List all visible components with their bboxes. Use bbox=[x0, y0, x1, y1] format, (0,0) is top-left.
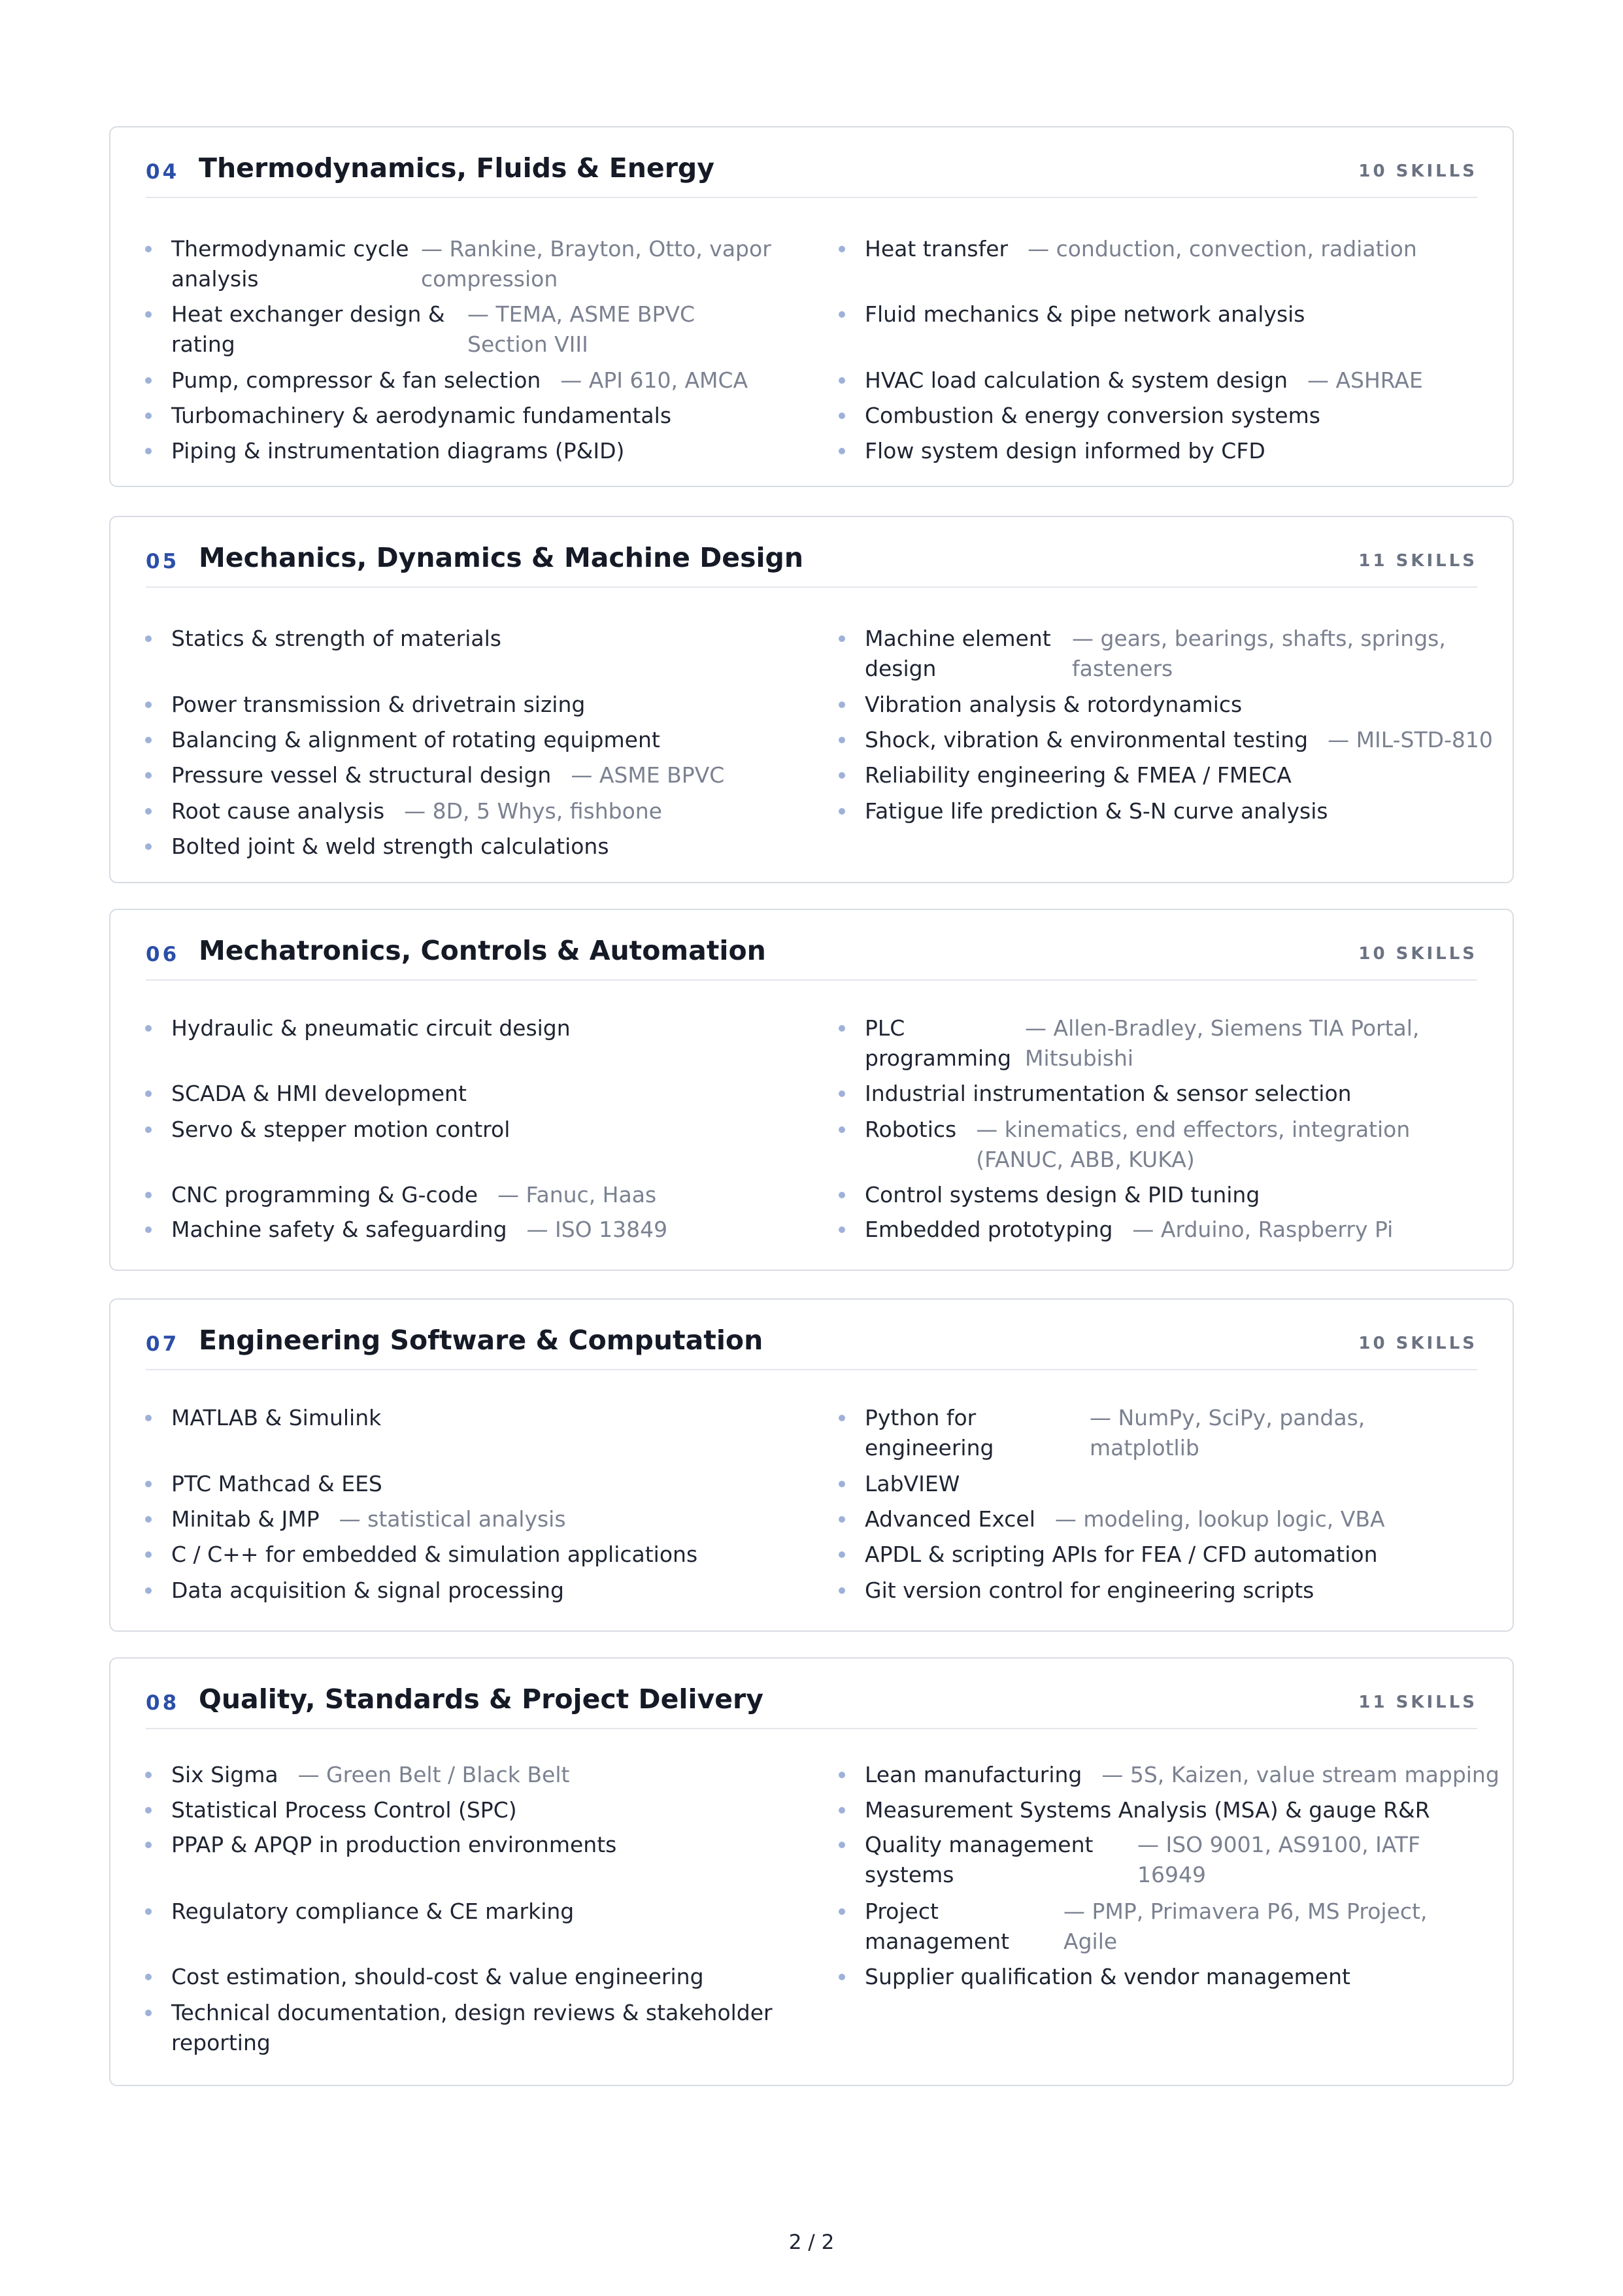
bullet-icon bbox=[839, 701, 845, 708]
skill-detail: — NumPy, SciPy, pandas, matplotlib bbox=[1090, 1405, 1365, 1460]
skill-name: Six Sigma bbox=[171, 1762, 278, 1787]
skill-count-badge: 10 SKILLS bbox=[1358, 1334, 1477, 1353]
skill-section-card bbox=[109, 126, 1514, 487]
section-header bbox=[146, 543, 1477, 588]
bullet-icon bbox=[145, 1226, 152, 1233]
bullet-icon bbox=[839, 1551, 845, 1558]
skill-name: Balancing & alignment of rotating equipment bbox=[171, 727, 660, 752]
section-number: 05 bbox=[146, 550, 180, 573]
skill-detail: — PMP, Primavera P6, MS Project, Agile bbox=[1063, 1899, 1428, 1954]
skill-section-card bbox=[109, 909, 1514, 1271]
skill-section-card bbox=[109, 1657, 1514, 2086]
skill-name: MATLAB & Simulink bbox=[171, 1405, 382, 1430]
skill-name: APDL & scripting APIs for FEA / CFD automation bbox=[865, 1542, 1378, 1567]
skill-name: Technical documentation, design reviews & stakeholder reporting bbox=[171, 2000, 773, 2055]
bullet-icon bbox=[839, 1025, 845, 1032]
skill-name: Fatigue life prediction & S-N curve analysis bbox=[865, 798, 1328, 824]
bullet-icon bbox=[839, 772, 845, 779]
skill-count-badge: 10 SKILLS bbox=[1358, 161, 1477, 181]
bullet-icon bbox=[145, 1908, 152, 1915]
bullet-icon bbox=[145, 1807, 152, 1814]
skill-name: PPAP & APQP in production environments bbox=[171, 1832, 617, 1857]
bullet-icon bbox=[145, 246, 152, 252]
skill-detail: — Arduino, Raspberry Pi bbox=[1132, 1217, 1394, 1242]
skill-name: Project management bbox=[865, 1899, 1010, 1954]
bullet-icon bbox=[145, 1192, 152, 1198]
bullet-icon bbox=[145, 413, 152, 419]
skill-detail: — Fanuc, Haas bbox=[497, 1182, 657, 1207]
skill-name: PLC programming bbox=[865, 1015, 1012, 1071]
skill-name: Supplier qualification & vendor management bbox=[865, 1964, 1350, 1989]
section-title: Mechatronics, Controls & Automation bbox=[199, 935, 766, 966]
skill-detail: — Green Belt / Black Belt bbox=[297, 1762, 570, 1787]
skill-detail: — kinematics, end effectors, integration (FANUC, ABB, KUKA) bbox=[976, 1117, 1411, 1172]
bullet-icon bbox=[839, 1192, 845, 1198]
skill-detail: — conduction, convection, radiation bbox=[1028, 236, 1417, 262]
section-number: 04 bbox=[146, 160, 180, 184]
skill-name: Measurement Systems Analysis (MSA) & gauge R&R bbox=[865, 1797, 1430, 1823]
bullet-icon bbox=[145, 701, 152, 708]
skill-name: Power transmission & drivetrain sizing bbox=[171, 692, 586, 717]
skill-name: Data acquisition & signal processing bbox=[171, 1578, 564, 1603]
section-number: 08 bbox=[146, 1691, 180, 1715]
bullet-icon bbox=[839, 1587, 845, 1594]
bullet-icon bbox=[145, 635, 152, 642]
bullet-icon bbox=[839, 448, 845, 454]
bullet-icon bbox=[839, 737, 845, 743]
skill-count-badge: 10 SKILLS bbox=[1358, 944, 1477, 964]
skill-detail: — ASME BPVC bbox=[571, 762, 725, 788]
skill-name: CNC programming & G-code bbox=[171, 1182, 478, 1207]
skill-name: Turbomachinery & aerodynamic fundamentals bbox=[171, 403, 672, 428]
skill-name: Python for engineering bbox=[865, 1405, 994, 1460]
bullet-icon bbox=[145, 1587, 152, 1594]
bullet-icon bbox=[145, 1551, 152, 1558]
bullet-icon bbox=[145, 311, 152, 318]
skill-section-card bbox=[109, 516, 1514, 883]
skill-detail: — 5S, Kaizen, value stream mapping bbox=[1101, 1762, 1499, 1787]
skill-name: Quality management systems bbox=[865, 1832, 1094, 1887]
skill-detail: — modeling, lookup logic, VBA bbox=[1054, 1506, 1385, 1532]
bullet-icon bbox=[145, 1974, 152, 1980]
skill-name: Shock, vibration & environmental testing bbox=[865, 727, 1309, 752]
skill-name: Machine safety & safeguarding bbox=[171, 1217, 507, 1242]
skill-count-badge: 11 SKILLS bbox=[1358, 551, 1477, 571]
bullet-icon bbox=[839, 1974, 845, 1980]
skill-name: Pump, compressor & fan selection bbox=[171, 367, 541, 393]
skill-name: Heat exchanger design & rating bbox=[171, 301, 445, 357]
skill-detail: — 8D, 5 Whys, fishbone bbox=[404, 798, 662, 824]
section-number: 07 bbox=[146, 1332, 180, 1356]
skill-name: C / C++ for embedded & simulation applications bbox=[171, 1542, 698, 1567]
bullet-icon bbox=[145, 1481, 152, 1487]
skill-name: Hydraulic & pneumatic circuit design bbox=[171, 1015, 571, 1041]
bullet-icon bbox=[145, 1516, 152, 1523]
skill-name: Minitab & JMP bbox=[171, 1506, 320, 1532]
bullet-icon bbox=[145, 808, 152, 815]
bullet-icon bbox=[839, 1415, 845, 1421]
bullet-icon bbox=[839, 1090, 845, 1097]
skill-name: Vibration analysis & rotordynamics bbox=[865, 692, 1243, 717]
section-title: Engineering Software & Computation bbox=[199, 1325, 763, 1356]
skill-name: Flow system design informed by CFD bbox=[865, 438, 1265, 464]
skill-detail: — API 610, AMCA bbox=[560, 367, 748, 393]
bullet-icon bbox=[839, 1226, 845, 1233]
bullet-icon bbox=[839, 635, 845, 642]
skill-name: Servo & stepper motion control bbox=[171, 1117, 510, 1142]
skill-name: Combustion & energy conversion systems bbox=[865, 403, 1320, 428]
section-header bbox=[146, 154, 1477, 198]
skill-detail: — ISO 13849 bbox=[526, 1217, 668, 1242]
bullet-icon bbox=[145, 1415, 152, 1421]
skill-count-badge: 11 SKILLS bbox=[1358, 1693, 1477, 1712]
skill-name: HVAC load calculation & system design bbox=[865, 367, 1288, 393]
skill-name: Bolted joint & weld strength calculations bbox=[171, 834, 609, 859]
skill-name: Git version control for engineering scripts bbox=[865, 1578, 1314, 1603]
skill-name: Pressure vessel & structural design bbox=[171, 762, 552, 788]
skill-name: LabVIEW bbox=[865, 1471, 960, 1496]
section-title: Thermodynamics, Fluids & Energy bbox=[199, 152, 714, 184]
section-title: Mechanics, Dynamics & Machine Design bbox=[199, 542, 804, 573]
skill-name: Lean manufacturing bbox=[865, 1762, 1082, 1787]
skill-detail: — MIL-STD-810 bbox=[1328, 727, 1493, 752]
skill-name: Control systems design & PID tuning bbox=[865, 1182, 1260, 1207]
skill-name: PTC Mathcad & EES bbox=[171, 1471, 382, 1496]
skill-name: Thermodynamic cycle analysis bbox=[171, 236, 409, 292]
skill-name: Piping & instrumentation diagrams (P&ID) bbox=[171, 438, 625, 464]
skill-name: Cost estimation, should-cost & value engineering bbox=[171, 1964, 704, 1989]
section-header bbox=[146, 1326, 1477, 1370]
skill-detail: — TEMA, ASME BPVC Section VIII bbox=[467, 301, 695, 357]
skill-name: Embedded prototyping bbox=[865, 1217, 1113, 1242]
bullet-icon bbox=[145, 772, 152, 779]
bullet-icon bbox=[839, 1807, 845, 1814]
skill-name: Regulatory compliance & CE marking bbox=[171, 1899, 575, 1924]
bullet-icon bbox=[145, 1842, 152, 1848]
skill-detail: — ISO 9001, AS9100, IATF 16949 bbox=[1137, 1832, 1420, 1887]
skill-detail: — gears, bearings, shafts, springs, fasteners bbox=[1072, 626, 1446, 681]
skill-name: Machine element design bbox=[865, 626, 1051, 681]
section-number: 06 bbox=[146, 943, 180, 966]
bullet-icon bbox=[839, 1126, 845, 1133]
section-header bbox=[146, 936, 1477, 981]
bullet-icon bbox=[145, 448, 152, 454]
bullet-icon bbox=[145, 1090, 152, 1097]
bullet-icon bbox=[145, 1126, 152, 1133]
skill-name: Advanced Excel bbox=[865, 1506, 1035, 1532]
bullet-icon bbox=[145, 1025, 152, 1032]
skill-detail: — Allen-Bradley, Siemens TIA Portal, Mitsubishi bbox=[1025, 1015, 1420, 1071]
page-number: 2 / 2 bbox=[788, 2231, 835, 2254]
bullet-icon bbox=[145, 737, 152, 743]
bullet-icon bbox=[839, 1772, 845, 1778]
skill-detail: — statistical analysis bbox=[339, 1506, 566, 1532]
bullet-icon bbox=[145, 377, 152, 384]
bullet-icon bbox=[839, 377, 845, 384]
bullet-icon bbox=[839, 808, 845, 815]
bullet-icon bbox=[839, 1481, 845, 1487]
bullet-icon bbox=[839, 1908, 845, 1915]
skill-name: Industrial instrumentation & sensor selection bbox=[865, 1081, 1352, 1106]
skill-detail: — Rankine, Brayton, Otto, vapor compression bbox=[421, 236, 771, 292]
bullet-icon bbox=[145, 1772, 152, 1778]
bullet-icon bbox=[145, 2010, 152, 2016]
bullet-icon bbox=[839, 1516, 845, 1523]
skill-detail: — ASHRAE bbox=[1307, 367, 1423, 393]
bullet-icon bbox=[839, 1842, 845, 1848]
skill-name: Fluid mechanics & pipe network analysis bbox=[865, 301, 1305, 327]
bullet-icon bbox=[839, 413, 845, 419]
bullet-icon bbox=[839, 311, 845, 318]
skill-name: Statistical Process Control (SPC) bbox=[171, 1797, 517, 1823]
skill-name: Root cause analysis bbox=[171, 798, 385, 824]
skill-name: Statics & strength of materials bbox=[171, 626, 501, 651]
skill-name: Heat transfer bbox=[865, 236, 1009, 262]
section-header bbox=[146, 1685, 1477, 1729]
skill-section-card bbox=[109, 1298, 1514, 1632]
skill-name: Robotics bbox=[865, 1117, 957, 1142]
skill-name: SCADA & HMI development bbox=[171, 1081, 467, 1106]
bullet-icon bbox=[145, 843, 152, 850]
bullet-icon bbox=[839, 246, 845, 252]
section-title: Quality, Standards & Project Delivery bbox=[199, 1683, 763, 1715]
skill-name: Reliability engineering & FMEA / FMECA bbox=[865, 762, 1292, 788]
